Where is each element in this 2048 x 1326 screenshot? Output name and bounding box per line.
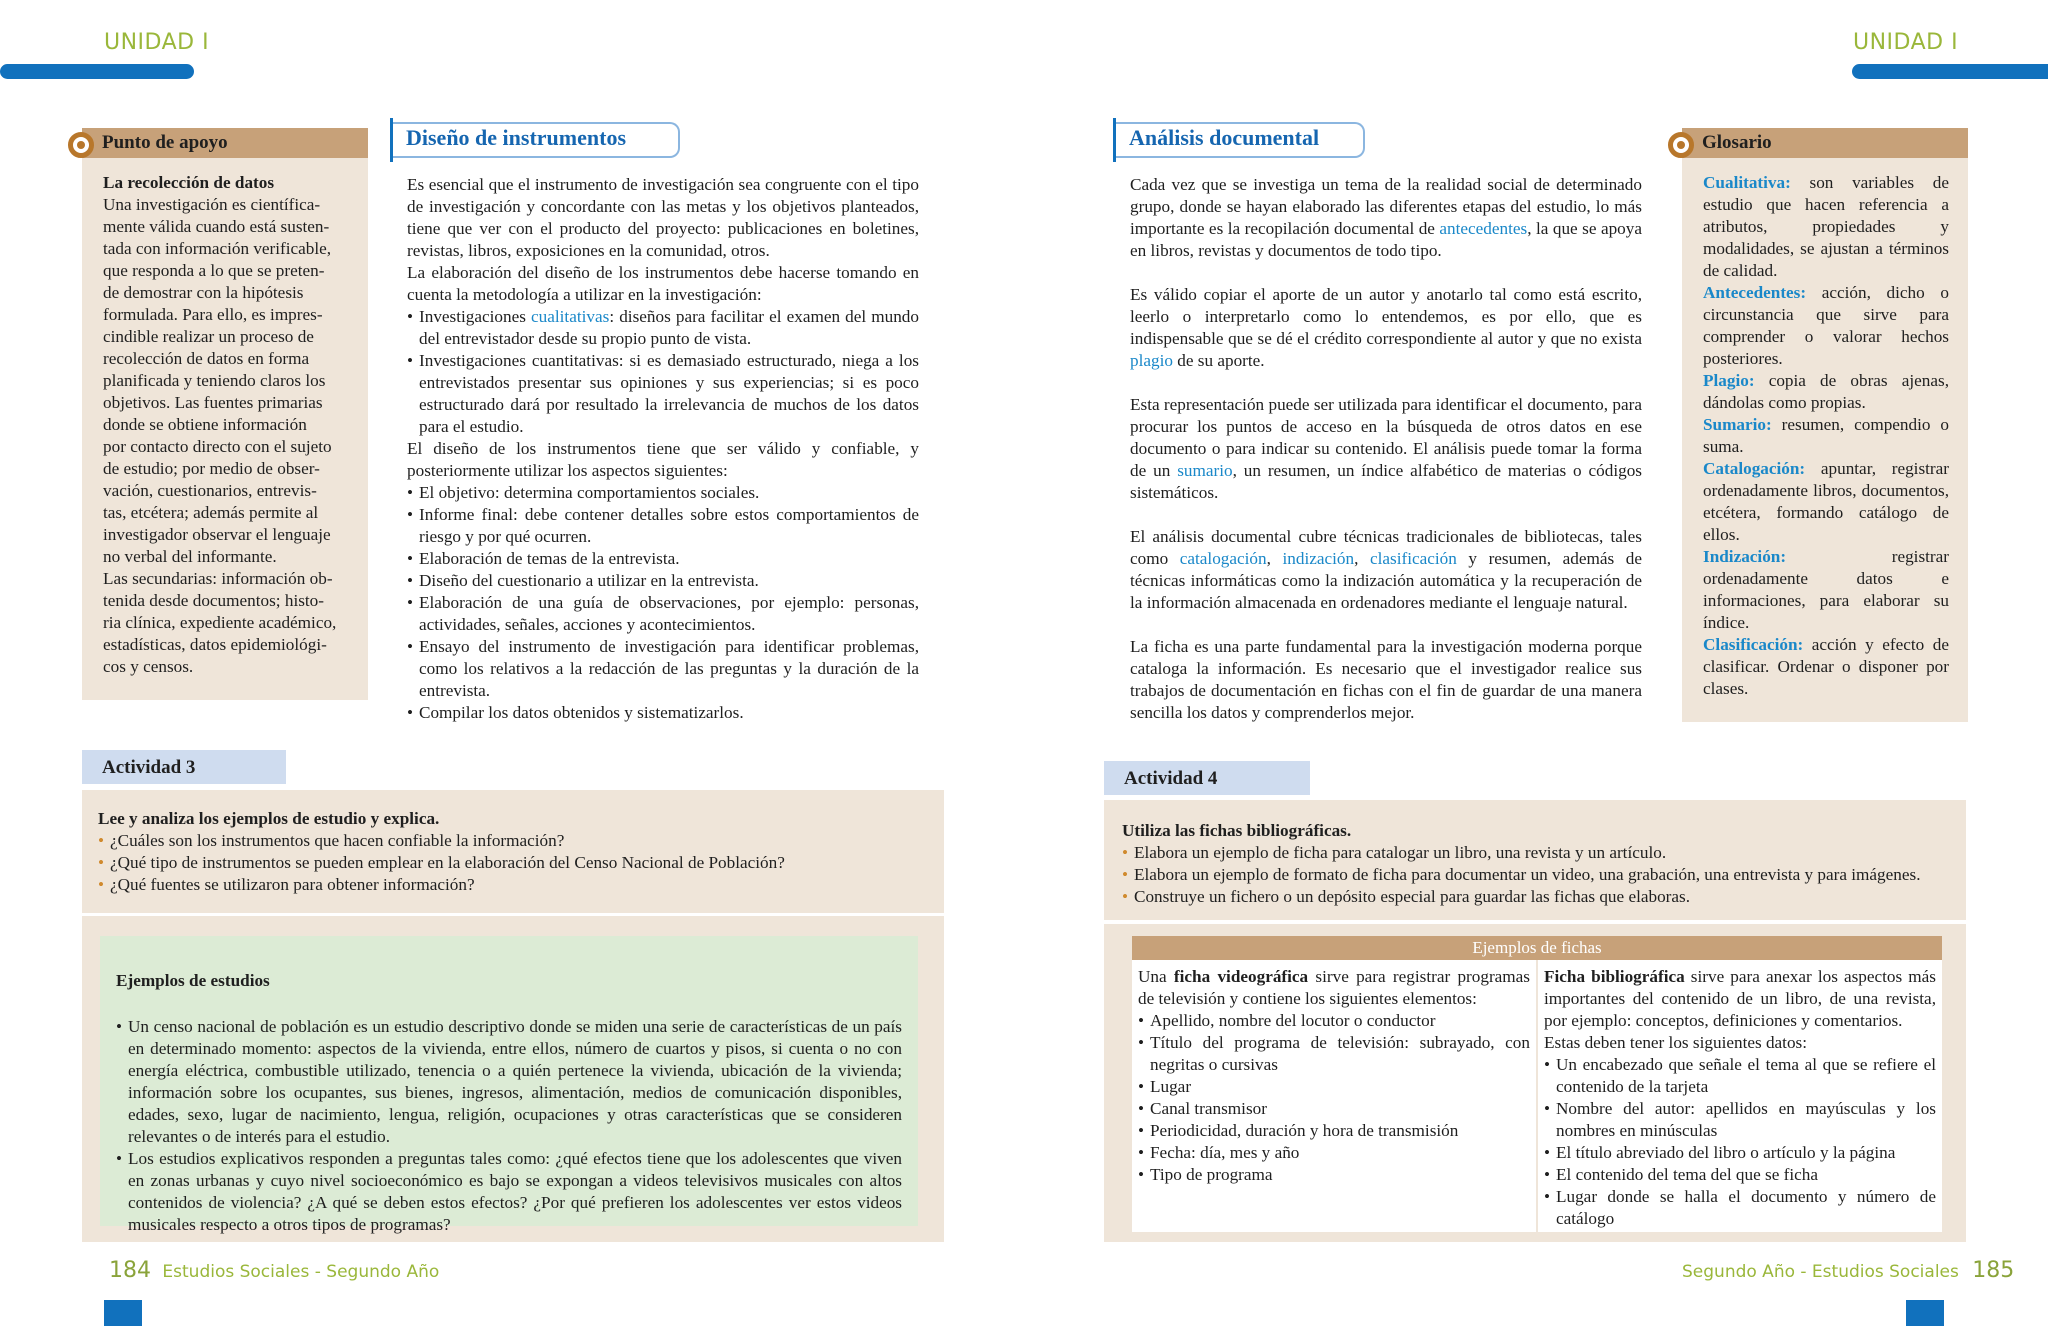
footer-square-right [1906, 1300, 1944, 1326]
list-item: • El objetivo: determina comportamientos sociales. [407, 482, 919, 504]
text: sirve para anexar los aspectos más importantes del contenido de un libro, de una revista, por ejemplo: conceptos, definiciones y comentarios. [1544, 967, 1936, 1030]
glossary-definition: copia de obras ajenas, dándolas como propias. [1703, 371, 1949, 412]
ficha-bibliografica-list [1544, 1054, 1936, 1230]
list-item: • Un encabezado que señale el tema al que se refiere el contenido de la tarjeta [1544, 1054, 1936, 1098]
analisis-paragraph-1 [1130, 174, 1642, 262]
text-line: tas, etcétera; además permite al [103, 503, 319, 522]
analisis-paragraph-4 [1130, 526, 1642, 614]
question-item: • ¿Qué tipo de instrumentos se pueden emplear en la elaboración del Censo Nacional de Población? [98, 852, 928, 874]
list-item: • Compilar los datos obtenidos y sistematizarlos. [407, 702, 919, 724]
glossary-definition: acción y efecto de clasificar. Ordenar o disponer por clases. [1703, 635, 1949, 698]
text: Una [1138, 967, 1174, 986]
ejemplos-estudios-outer [82, 916, 944, 1242]
unit-label-right: UNIDAD I [1853, 30, 1959, 55]
ficha-bibliografica-intro [1544, 966, 1936, 1032]
list-item [407, 306, 919, 350]
example-item: • Los estudios explicativos responden a preguntas tales como: ¿qué efectos tiene que los adolescentes que viven en zonas urbanas y cuyo nivel socioeconómico es bajo se expongan a videos televisivos musicales con altos contenidos de violencia? ¿A qué se deben estos efectos? ¿Por qué prefieren los adolescentes ver estos videos musicales respecto a otros tipos de programas? [116, 1148, 902, 1236]
list-item: • Lugar donde se halla el documento y número de catálogo [1544, 1186, 1936, 1230]
text: Investigaciones [419, 307, 532, 326]
footer-title-right: Segundo Año - Estudios Sociales [1682, 1262, 1959, 1282]
text-line: vación, cuestionarios, entrevis- [103, 481, 317, 500]
list-item: • Canal transmisor [1138, 1098, 1530, 1120]
glossary-link-clasificacion[interactable]: clasificación [1369, 549, 1457, 568]
analisis-paragraph-5: La ficha es una parte fundamental para la investigación moderna porque cataloga la información. Es necesario que el investigador realice sus trabajos de documentación en fichas con el fin de guardar de una manera sencilla los datos y comprenderlos mejor. [1130, 637, 1642, 722]
footer-left [109, 1258, 439, 1283]
glossary-link-plagio[interactable]: plagio [1130, 351, 1173, 370]
text-line: que responda a lo que se preten- [103, 261, 325, 280]
section-title-diseno [392, 122, 680, 158]
glossary-term: Clasificación: [1703, 635, 1804, 654]
punto-de-apoyo-header [82, 128, 368, 158]
text: Esta representación puede ser utilizada para identificar el documento, para procurar los puntos de acceso en la búsqueda de otros datos en ese documento o para indicar su contenido. El análisis puede tomar la forma de un [1130, 395, 1642, 480]
unit-label-left: UNIDAD I [104, 30, 210, 55]
bullet-circle-icon [1668, 132, 1694, 158]
text-line: cos y censos. [103, 657, 194, 676]
list-item: • Periodicidad, duración y hora de transmisión [1138, 1120, 1530, 1142]
text: y resumen, además de técnicas informáticas como la indización automática y la recuperación de la información almacenada en ordenadores mediante el lenguaje natural. [1130, 549, 1642, 612]
text-line: investigador observar el lenguaje [103, 525, 331, 544]
analisis-body [1130, 174, 1642, 724]
actividad-3-intro: Lee y analiza los ejemplos de estudio y explica. [98, 809, 440, 828]
question-item: • ¿Cuáles son los instrumentos que hacen confiable la información? [98, 830, 928, 852]
punto-de-apoyo-text [103, 172, 349, 678]
ejemplos-fichas-title: Ejemplos de fichas [1132, 936, 1942, 960]
list-item: • Fecha: día, mes y año [1138, 1142, 1530, 1164]
activity-item: • Elabora un ejemplo de formato de ficha para documentar un video, una grabación, una entrevista y para imágenes. [1122, 864, 1952, 886]
text: Es válido copiar el aporte de un autor y anotarlo tal como está escrito, leerlo o interpretarlo como lo entendemos, es por ello, que es indispensable que se dé el crédito correspondiente al autor y que no exista [1130, 285, 1642, 348]
text-line: de demostrar con la hipótesis [103, 283, 304, 302]
glossary-term: Indización: [1703, 547, 1787, 566]
ficha-videografica-intro [1138, 966, 1530, 1010]
glosario-title: Glosario [1702, 132, 1772, 153]
list-item: • Elaboración de temas de la entrevista. [407, 548, 919, 570]
ejemplos-fichas-table [1132, 936, 1942, 1232]
ejemplos-fichas-outer [1104, 924, 1966, 1242]
text: , un resumen, un índice alfabético de materias o códigos sistemáticos. [1130, 461, 1642, 502]
text-line: objetivos. Las fuentes primarias [103, 393, 323, 412]
term: Ficha bibliográfica [1544, 967, 1685, 986]
ejemplos-estudios-box [100, 936, 918, 1234]
analisis-paragraph-2 [1130, 284, 1642, 372]
footer-title-left: Estudios Sociales - Segundo Año [162, 1262, 440, 1282]
analisis-title: Análisis documental [1129, 125, 1320, 150]
diseno-paragraph-1: Es esencial que el instrumento de investigación sea congruente con el tipo de investigación y concordante con las metas y los objetivos planteados, tiene que ver con el producto del proyecto: publicaciones en boletines, revistas, libros, exposiciones en la comunidad, otros. [407, 175, 919, 260]
diseno-aspects-list [407, 482, 919, 724]
glosario-header [1682, 128, 1968, 158]
text-line: formulada. Para ello, es impres- [103, 305, 323, 324]
text-line: donde se obtiene información [103, 415, 307, 434]
text: : diseños para facilitar el examen del mundo del entrevistador desde su propio punto de vista. [419, 307, 919, 348]
glossary-entry [1703, 458, 1949, 546]
text-line: Una investigación es científica- [103, 195, 321, 214]
glossary-term: Catalogación: [1703, 459, 1806, 478]
glossary-link-sumario[interactable]: sumario [1177, 461, 1233, 480]
diseno-title: Diseño de instrumentos [406, 125, 627, 150]
ficha-videografica-col [1138, 966, 1530, 1186]
list-item: • Diseño del cuestionario a utilizar en la entrevista. [407, 570, 919, 592]
section-title-analisis [1115, 122, 1365, 158]
list-item: • Lugar [1138, 1076, 1530, 1098]
glossary-entry [1703, 282, 1949, 370]
ejemplos-estudios-list [116, 1016, 902, 1236]
glossary-term: Plagio: [1703, 371, 1755, 390]
ficha-videografica-list [1138, 1010, 1530, 1186]
text-line: por contacto directo con el sujeto [103, 437, 332, 456]
title-accent-bar [390, 118, 393, 162]
text: de su aporte. [1172, 351, 1265, 370]
text-line: recolección de datos en forma [103, 349, 310, 368]
text: , la que se apoya en libros, revistas y documentos de todo tipo. [1130, 219, 1642, 260]
text-line: de estudio; por medio de obser- [103, 459, 320, 478]
text-line: planificada y teniendo claros los [103, 371, 326, 390]
analisis-paragraph-3 [1130, 394, 1642, 504]
text-line: mente válida cuando está susten- [103, 217, 330, 236]
list-item: • Elaboración de una guía de observaciones, por ejemplo: personas, actividades, señales, acciones y acontecimientos. [407, 592, 919, 636]
text-line: tenida desde documentos; histo- [103, 591, 325, 610]
text-line: Las secundarias: información ob- [103, 569, 333, 588]
glossary-definition: apuntar, registrar ordenadamente libros, documentos, etcétera, formando catálogo de ellos. [1703, 459, 1949, 544]
list-item: • Informe final: debe contener detalles sobre estos comportamientos de riesgo y por qué ocurren. [407, 504, 919, 548]
list-item: • Título del programa de televisión: subrayado, con negritas o cursivas [1138, 1032, 1530, 1076]
glossary-link-antecedentes[interactable]: antecedentes [1439, 219, 1528, 238]
question-item: • ¿Qué fuentes se utilizaron para obtener información? [98, 874, 928, 896]
glossary-entry [1703, 370, 1949, 414]
footer-square-left [104, 1300, 142, 1326]
text-line: cindible realizar un proceso de [103, 327, 314, 346]
actividad-4-intro: Utiliza las fichas bibliográficas. [1122, 821, 1352, 840]
list-item: • Ensayo del instrumento de investigación para identificar problemas, como los relativos a la redacción de las preguntas y la duración de la entrevista. [407, 636, 919, 702]
glossary-entry [1703, 634, 1949, 700]
punto-de-apoyo-box [82, 128, 368, 700]
text: sirve para registrar programas de televisión y contiene los siguientes elementos: [1138, 967, 1530, 1008]
list-item: • Nombre del autor: apellidos en mayúsculas y los nombres en minúsculas [1544, 1098, 1936, 1142]
glosario-entries [1703, 172, 1949, 700]
glossary-link-catalogacion[interactable]: catalogación [1179, 549, 1267, 568]
activity-item: • Construye un fichero o un depósito especial para guardar las fichas que elaboras. [1122, 886, 1952, 908]
text-line: ria clínica, expediente académico, [103, 613, 337, 632]
actividad-3-header: Actividad 3 [82, 750, 286, 784]
list-item: • Apellido, nombre del locutor o conductor [1138, 1010, 1530, 1032]
actividad-3-box [82, 790, 944, 913]
punto-lines [103, 194, 349, 678]
glossary-term: Antecedentes: [1703, 283, 1807, 302]
glossary-link-cualitativas[interactable]: cualitativas [531, 307, 610, 326]
glossary-entry [1703, 546, 1949, 634]
table-divider [1536, 960, 1538, 1232]
diseno-body [407, 174, 919, 724]
glossary-term: Sumario: [1703, 415, 1772, 434]
text: El análisis documental cubre técnicas tradicionales de bibliotecas, tales como [1130, 527, 1642, 568]
activity-item: • Elabora un ejemplo de ficha para catalogar un libro, una revista y un artículo. [1122, 842, 1952, 864]
text-line: no verbal del informante. [103, 547, 277, 566]
list-item: • Tipo de programa [1138, 1164, 1530, 1186]
glossary-definition: registrar ordenadamente datos e informaciones, para elaborar su índice. [1703, 547, 1949, 632]
text: Cada vez que se investiga un tema de la realidad social de determinado grupo, donde se hayan elaborado las diferentes etapas del estudio, lo más importante es la recopilación documental de [1130, 175, 1642, 238]
actividad-4-items [1122, 842, 1952, 908]
header-bar-right [1852, 64, 2048, 79]
page-number-left: 184 [109, 1258, 151, 1283]
list-item: • El contenido del tema del que se ficha [1544, 1164, 1936, 1186]
list-item: • Investigaciones cuantitativas: si es demasiado estructurado, niega a los entrevistados presentar sus opiniones y sus experiencias; si es poco estructurado dará por resultado la irrelevancia de muchos de los datos para el estudio. [407, 350, 919, 438]
header-bar-left [0, 64, 194, 79]
text-line: estadísticas, datos epidemiológi- [103, 635, 327, 654]
bullet-circle-icon [68, 132, 94, 158]
diseno-paragraph-2: La elaboración del diseño de los instrumentos debe hacerse tomando en cuenta la metodología a utilizar en la investigación: [407, 263, 919, 304]
page-number-right: 185 [1972, 1258, 2015, 1283]
text: , [1354, 549, 1370, 568]
glossary-term: Cualitativa: [1703, 173, 1791, 192]
glossary-definition: resumen, compendio o suma. [1703, 415, 1949, 456]
term: ficha videográfica [1173, 967, 1309, 986]
actividad-4-box [1104, 800, 1966, 920]
punto-de-apoyo-title: Punto de apoyo [102, 132, 228, 153]
footer-right [1682, 1258, 2014, 1283]
diseno-method-list [407, 306, 919, 438]
glossary-link-indizacion[interactable]: indización [1282, 549, 1355, 568]
example-item: • Un censo nacional de población es un estudio descriptivo donde se miden una serie de características de un país en determinado momento: aspectos de la vivienda, entre ellos, número de cuartos y pisos, si cuenta o no con energía eléctrica, combustible utilizado, tenencia o a quién pertenece la vivienda, ubicación de la vivienda; información sobre los ocupantes, sus bienes, ingresos, alimentación, medios de comunicación disponibles, edades, sexo, lugar de nacimiento, lengua, religión, ocupaciones y otras características que se consideren relevantes o de interés para el estudio. [116, 1016, 902, 1148]
ficha-bibliografica-line2: Estas deben tener los siguientes datos: [1544, 1033, 1808, 1052]
diseno-paragraph-3: El diseño de los instrumentos tiene que ser válido y confiable, y posteriormente utilizar los aspectos siguientes: [407, 439, 919, 480]
glossary-definition: acción, dicho o circunstancia que sirve para comprender o valorar hechos posteriores. [1703, 283, 1949, 368]
list-item: • El título abreviado del libro o artículo y la página [1544, 1142, 1936, 1164]
glosario-box [1682, 128, 1968, 722]
ejemplos-estudios-title: Ejemplos de estudios [116, 971, 270, 990]
glossary-entry [1703, 414, 1949, 458]
ficha-bibliografica-col [1544, 966, 1936, 1230]
actividad-3-questions [98, 830, 928, 896]
glossary-entry [1703, 172, 1949, 282]
text: , [1266, 549, 1283, 568]
punto-subtitle: La recolección de datos [103, 173, 275, 192]
actividad-4-header: Actividad 4 [1104, 761, 1310, 795]
title-accent-bar [1113, 118, 1116, 162]
text-line: tada con información verificable, [103, 239, 332, 258]
glossary-definition: son variables de estudio que hacen referencia a atributos, propiedades y modalidades, se ajustan a términos de calidad. [1703, 173, 1949, 280]
